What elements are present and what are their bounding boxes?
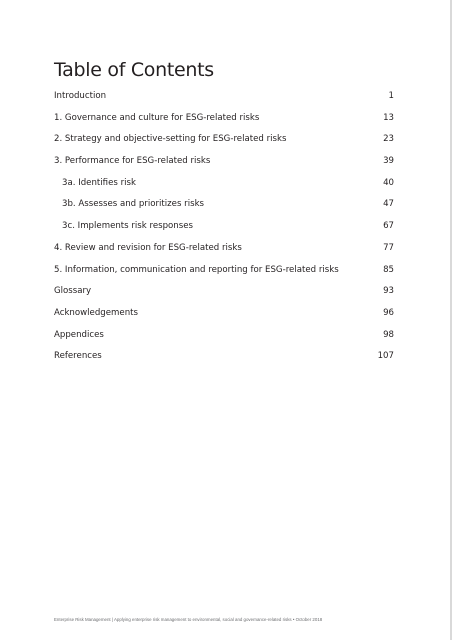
toc-entry-page-number: 47 bbox=[383, 199, 394, 210]
toc-entry-identifies-risk[interactable] bbox=[54, 178, 394, 200]
toc-entry-label: Acknowledgements bbox=[54, 307, 138, 318]
toc-entry-assesses-risks[interactable] bbox=[54, 199, 394, 221]
toc-entry-references[interactable] bbox=[54, 351, 394, 373]
toc-entry-label: References bbox=[54, 351, 102, 362]
toc-list bbox=[54, 91, 394, 373]
toc-entry-page-number: 98 bbox=[383, 329, 394, 340]
toc-entry-label: Glossary bbox=[54, 286, 92, 297]
toc-entry-label: 2. Strategy and objective-setting for ESG-related risks bbox=[54, 134, 287, 145]
page-title: Table of Contents bbox=[54, 59, 214, 81]
toc-entry-strategy[interactable] bbox=[54, 134, 394, 156]
toc-entry-review-revision[interactable] bbox=[54, 243, 394, 265]
toc-entry-label: 3a. Identifies risk bbox=[62, 177, 136, 188]
page-footer: Enterprise Risk Management | Applying enterprise risk management to environmental, social and governance-related risks • October 2018 bbox=[54, 617, 323, 622]
toc-entry-label: 3. Performance for ESG-related risks bbox=[54, 156, 211, 167]
toc-entry-page-number: 1 bbox=[388, 91, 394, 101]
toc-entry-page-number: 40 bbox=[383, 177, 394, 188]
toc-entry-performance[interactable] bbox=[54, 156, 394, 178]
toc-entry-acknowledgements[interactable] bbox=[54, 308, 394, 330]
toc-entry-page-number: 13 bbox=[383, 112, 394, 123]
toc-entry-page-number: 85 bbox=[383, 264, 394, 275]
toc-entry-label: Introduction bbox=[54, 91, 107, 101]
toc-entry-label: 3b. Assesses and prioritizes risks bbox=[62, 199, 205, 210]
toc-entry-appendices[interactable] bbox=[54, 330, 394, 352]
toc-entry-label: 3c. Implements risk responses bbox=[62, 221, 193, 232]
toc-entry-page-number: 107 bbox=[377, 351, 394, 362]
toc-entry-glossary[interactable] bbox=[54, 286, 394, 308]
toc-entry-page-number: 96 bbox=[383, 307, 394, 318]
toc-entry-introduction[interactable] bbox=[54, 91, 394, 113]
toc-entry-page-number: 67 bbox=[383, 221, 394, 232]
toc-entry-governance[interactable] bbox=[54, 113, 394, 135]
toc-entry-label: 5. Information, communication and reporting for ESG-related risks bbox=[54, 264, 339, 275]
toc-entry-label: Appendices bbox=[54, 329, 104, 340]
toc-entry-label: 4. Review and revision for ESG-related risks bbox=[54, 242, 242, 253]
toc-entry-page-number: 39 bbox=[383, 156, 394, 167]
toc-entry-page-number: 23 bbox=[383, 134, 394, 145]
toc-entry-label: 1. Governance and culture for ESG-related risks bbox=[54, 112, 260, 123]
toc-entry-page-number: 77 bbox=[383, 242, 394, 253]
toc-entry-information-reporting[interactable] bbox=[54, 265, 394, 287]
toc-entry-page-number: 93 bbox=[383, 286, 394, 297]
toc-entry-implements-responses[interactable] bbox=[54, 221, 394, 243]
